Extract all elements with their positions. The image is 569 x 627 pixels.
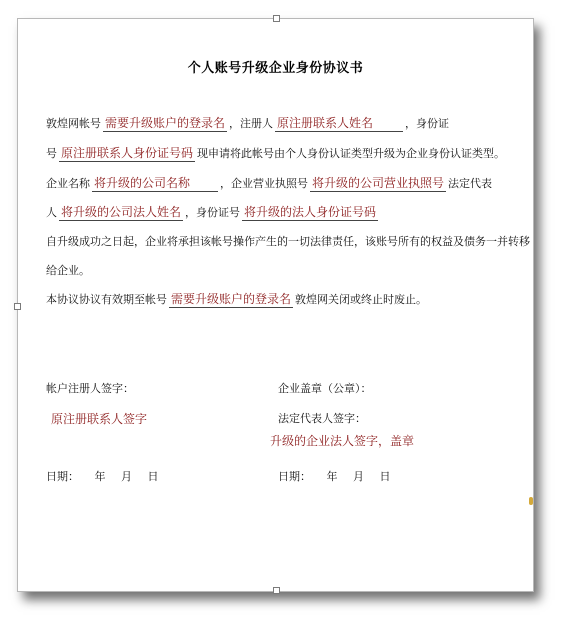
document-title: 个人账号升级企业身份协议书 xyxy=(187,61,364,76)
right-sign-fill: 升级的企业法人签字，盖章 xyxy=(270,434,415,448)
text-apply-upgrade: 现申请将此帐号由个人身份认证类型升级为企业身份认证类型。 xyxy=(197,147,506,160)
left-sign-fill: 原注册联系人签字 xyxy=(51,412,148,426)
text-registrant-label: ，注册人 xyxy=(229,117,274,130)
left-sign-label: 帐户注册人签字： xyxy=(46,382,134,395)
year-label: 年 xyxy=(326,470,338,483)
date-label: 日期： xyxy=(278,470,311,483)
fill-validity-login-name: 需要升级账户的登录名 xyxy=(171,292,292,306)
text-company-label: 企业名称 xyxy=(46,177,90,190)
day-label: 日 xyxy=(147,470,159,483)
year-label: 年 xyxy=(94,470,106,483)
seal-mark xyxy=(529,497,533,505)
text-account-label: 敦煌网帐号 xyxy=(46,117,101,130)
text-validity-label: 本协议协议有效期至帐号 xyxy=(46,293,167,306)
paragraph-legal-rep xyxy=(46,205,380,221)
text-license-label: ，企业营业执照号 xyxy=(220,177,309,190)
resize-handle-left[interactable] xyxy=(14,303,21,310)
month-label: 月 xyxy=(121,470,132,483)
fill-legal-rep-name: 将升级的公司法人姓名 xyxy=(61,205,182,219)
paragraph-validity xyxy=(46,292,427,308)
fill-license-number: 将升级的公司营业执照号 xyxy=(312,176,445,190)
fill-login-name: 需要升级账户的登录名 xyxy=(105,116,226,130)
resize-handle-top[interactable] xyxy=(273,15,280,22)
text-person-label: 人 xyxy=(46,206,57,219)
date-label: 日期： xyxy=(46,470,79,483)
company-seal-label: 企业盖章（公章）： xyxy=(278,382,372,395)
paragraph-company xyxy=(46,176,492,192)
text-number-label: 号 xyxy=(46,147,57,160)
fill-registrant-id: 原注册联系人身份证号码 xyxy=(61,146,194,160)
paragraph-transfer: 给企业。 xyxy=(46,264,90,277)
paragraph-id-number xyxy=(46,146,505,162)
month-label: 月 xyxy=(353,470,364,483)
legal-rep-sign-label: 法定代表人签字： xyxy=(278,412,366,425)
day-label: 日 xyxy=(379,470,391,483)
fill-company-name: 将升级的公司名称 xyxy=(92,176,218,192)
left-date-line xyxy=(46,468,171,484)
paragraph-account xyxy=(46,116,449,132)
text-legal-rep-label: 法定代表 xyxy=(448,177,493,190)
text-termination: 敦煌网关闭或终止时废止。 xyxy=(295,293,428,306)
paragraph-liability: 自升级成功之日起，企业将承担该帐号操作产生的一切法律责任，该账号所有的权益及债务一并转移 xyxy=(46,235,530,248)
fill-legal-rep-id: 将升级的法人身份证号码 xyxy=(244,205,377,219)
text-rep-id-label: ，身份证号 xyxy=(185,206,241,219)
document-page xyxy=(17,18,534,592)
right-date-line xyxy=(278,468,403,484)
resize-handle-bottom[interactable] xyxy=(273,587,280,594)
fill-registrant-name: 原注册联系人姓名 xyxy=(275,116,403,132)
text-id-label: ，身份证 xyxy=(405,117,450,130)
